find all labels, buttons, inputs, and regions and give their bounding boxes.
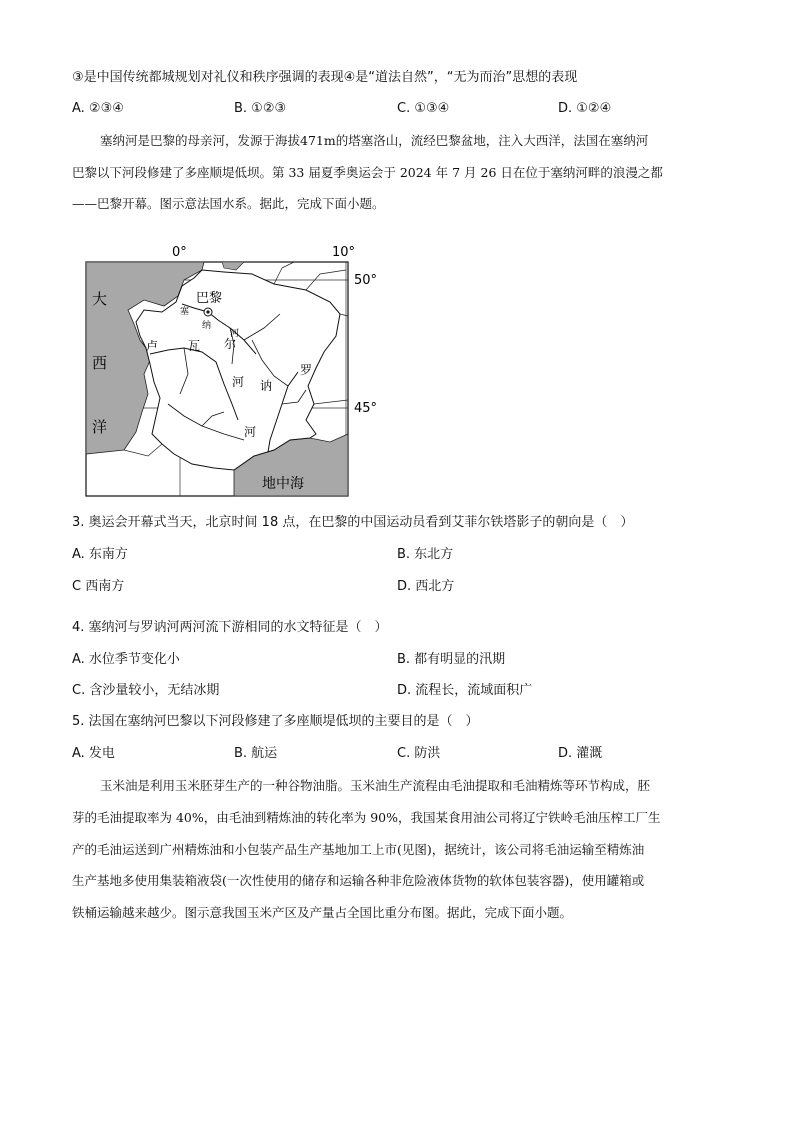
q3-option-b[interactable]: B. 东北方 [397, 547, 454, 562]
rhone-label-1: 罗 [300, 363, 313, 377]
q5-stem: 5. 法国在塞纳河巴黎以下河段修建了多座顺堤低坝的主要目的是（ ） [72, 714, 479, 729]
lon-label-0: 0° [172, 245, 187, 260]
rhone-label-3: 河 [244, 425, 257, 439]
ocean-label-3: 洋 [92, 418, 108, 436]
q4-option-b[interactable]: B. 都有明显的汛期 [397, 652, 506, 667]
q4-stem: 4. 塞纳河与罗讷河两河流下游相同的水文特征是（ ） [72, 620, 388, 635]
loire-label-4: 河 [232, 375, 245, 389]
prev-option-c: C. ①③④ [397, 101, 450, 116]
passage1-line-3: ——巴黎开幕。图示意法国水系。据此，完成下面小题。 [72, 196, 385, 211]
prev-question-statement: ③是中国传统都城规划对礼仪和秩序强调的表现④是“道法自然”，“无为而治”思想的表现 [72, 70, 578, 85]
q3-option-d[interactable]: D. 西北方 [397, 579, 455, 594]
q5-option-c[interactable]: C. 防洪 [397, 746, 441, 761]
prev-option-a: A. ②③④ [72, 101, 124, 116]
passage2-line-1: 玉米油是利用玉米胚芽生产的一种谷物油脂。玉米油生产流程由毛油提取和毛油精炼等环节构成，胚 [100, 778, 651, 793]
loire-label-1: 卢 [146, 339, 159, 353]
q4-option-d[interactable]: D. 流程长，流域面积广 [397, 683, 533, 698]
passage2-line-2: 芽的毛油提取率为 40%，由毛油到精炼油的转化率为 90%，我国某食用油公司将辽宁铁岭毛油压榨工厂生 [72, 810, 661, 825]
q4-option-a[interactable]: A. 水位季节变化小 [72, 652, 180, 667]
q3-option-c[interactable]: C 西南方 [72, 579, 125, 594]
q3-stem: 3. 奥运会开幕式当天，北京时间 18 点，在巴黎的中国运动员看到艾菲尔铁塔影子的朝向是（ ） [72, 515, 634, 530]
rhone-label-2: 讷 [260, 379, 273, 393]
ocean-label-1: 大 [92, 290, 108, 308]
lat-label-50: 50° [354, 273, 378, 288]
prev-option-b: B. ①②③ [234, 101, 287, 116]
q4-option-c[interactable]: C. 含沙量较小，无结冰期 [72, 683, 220, 698]
loire-label-3: 尔 [224, 337, 237, 351]
sea-label: 地中海 [262, 476, 304, 492]
q3-option-a[interactable]: A. 东南方 [72, 547, 128, 562]
seine-label-1: 塞 [180, 307, 190, 317]
lat-label-45: 45° [354, 401, 378, 416]
q5-option-b[interactable]: B. 航运 [234, 746, 278, 761]
passage1-line-2: 巴黎以下河段修建了多座顺堤低坝。第 33 届夏季奥运会于 2024 年 7 月 26 日在位于塞纳河畔的浪漫之都 [72, 165, 663, 180]
france-river-map [84, 244, 384, 500]
passage2-line-3: 产的毛油运送到广州精炼油和小包装产品生产基地加工上市(见图)，据统计，该公司将毛油运输至精炼油 [72, 842, 645, 857]
seine-label-3: 河 [230, 329, 240, 339]
city-label-paris: 巴黎 [196, 291, 223, 306]
lon-label-10: 10° [332, 245, 356, 260]
q5-option-d[interactable]: D. 灌溉 [558, 746, 603, 761]
passage2-line-4: 生产基地多使用集装箱液袋(一次性使用的储存和运输各种非危险液体货物的软体包装容器)，使用罐箱或 [72, 873, 645, 888]
q5-option-a[interactable]: A. 发电 [72, 746, 115, 761]
prev-option-d: D. ①②④ [558, 101, 612, 116]
seine-label-2: 纳 [202, 321, 212, 331]
ocean-label-2: 西 [92, 354, 108, 372]
loire-label-2: 瓦 [188, 339, 201, 353]
passage2-line-5: 铁桶运输越来越少。图示意我国玉米产区及产量占全国比重分布图。据此，完成下面小题。 [72, 905, 573, 920]
passage1-line-1: 塞纳河是巴黎的母亲河，发源于海拔471m的塔塞洛山，流经巴黎盆地，注入大西洋，法国在塞纳河 [100, 133, 649, 148]
